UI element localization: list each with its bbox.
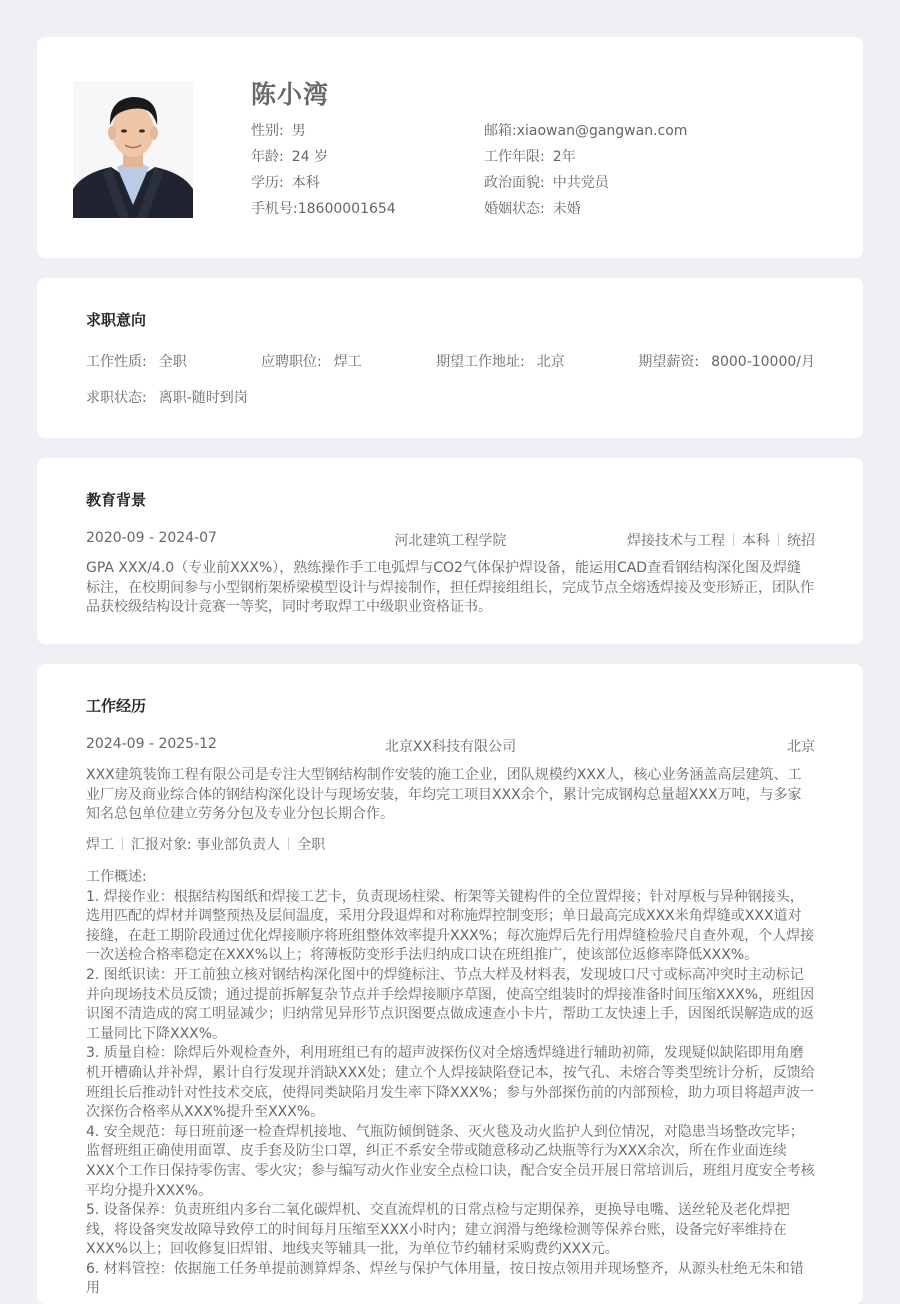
duty-item: 6. 材料管控：依据施工任务单提前测算焊条、焊丝与保护气体用量，按日按点领用并现场整齐，从源头杜绝无朱和错用: [86, 1260, 804, 1297]
info-marital: 婚姻状态: 未婚: [484, 201, 581, 217]
work-experience-card: [37, 664, 863, 1304]
intent-status: 求职状态: 离职-随时到岗: [86, 390, 248, 406]
section-title-work: 工作经历: [86, 697, 147, 715]
profile-card: [37, 37, 863, 258]
info-email: 邮箱:xiaowan@gangwan.com: [484, 123, 688, 139]
job-intent-card: [37, 278, 863, 438]
duty-item: 2. 图纸识读：开工前独立核对钢结构深化图中的焊缝标注、节点大样及材料表，发现坡口尺寸或标高冲突时主动标记并向现场技术员反馈；通过提前拆解复杂节点并手绘焊接顺序草图，使高空组装时的焊接准备时间压缩XXX%，班组因识图不清造成的窝工明显减少；归纳常见异形节点识图要点做成速查小卡片，帮助工友快速上手，因图纸误解造成的返工量同比下降XXX%。: [86, 966, 815, 1042]
intent-position: 应聘职位: 焊工: [261, 354, 362, 370]
duty-item: 1. 焊接作业：根据结构图纸和焊接工艺卡，负责现场柱梁、桁架等关键构件的全位置焊接；针对厚板与异种钢接头，选用匹配的焊材并调整预热及层间温度，采用分段退焊和对称施焊控制变形；单日最高完成XXX米角焊缝或XXX道对接缝，在赶工期阶段通过优化焊接顺序将班组整体效率提升XXX%；每次施焊后先行用焊缝检验尺自查外观，个人焊接一次送检合格率稳定在XXX%以上；将薄板防变形手法归纳成口诀在班组推广，使该部位返修率降低XXX%。: [86, 888, 815, 964]
intent-salary: 期望薪资: 8000-10000/月: [638, 354, 815, 370]
work-city: 北京: [787, 739, 815, 755]
education-card: [37, 458, 863, 644]
education-school: 河北建筑工程学院: [394, 533, 507, 549]
section-title-intent: 求职意向: [86, 311, 147, 329]
info-education: 学历: 本科: [251, 175, 320, 191]
education-meta: 焊接技术与工程 本科 统招: [627, 533, 815, 549]
duty-item: 4. 安全规范：每日班前逐一检查焊机接地、气瓶防倾倒链条、灭火毯及动火监护人到位情况，对隐患当场整改完毕；监督班组正确使用面罩、皮手套及防尘口罩，纠正不系安全带或随意移动乙炔瓶等行为XXX余次，所在作业面连续XXX个工作日保持零伤害、零火灾；参与编写动火作业安全点检口诀，配合安全员开展日常培训后，班组月度安全考核平均分提升XXX%。: [86, 1123, 815, 1199]
candidate-name: 陈小湾: [251, 80, 330, 109]
work-tags: 焊工 汇报对象: 事业部负责人 全职: [86, 837, 326, 853]
basic-info-right: [484, 118, 687, 222]
duty-item: 3. 质量自检：除焊后外观检查外，利用班组已有的超声波探伤仪对全熔透焊缝进行辅助初筛，发现疑似缺陷即用角磨机开槽确认并补焊，累计自行发现并消缺XXX处；建立个人焊接缺陷登记本，按气孔、未熔合等类型统计分析，反馈给班组长后推动针对性技术交底，使得同类缺陷月发生率下降XXX%；参与外部探伤前的内部预检，助力项目将超声波一次探伤合格率从XXX%提升至XXX%。: [86, 1045, 815, 1121]
info-political: 政治面貌: 中共党员: [484, 175, 609, 191]
education-period: 2020-09 - 2024-07: [86, 530, 217, 546]
intent-location: 期望工作地址: 北京: [436, 354, 565, 370]
info-years: 工作年限: 2年: [484, 149, 576, 165]
section-title-education: 教育背景: [86, 491, 147, 509]
work-overview-label: 工作概述:: [86, 869, 147, 885]
education-header-row: [86, 530, 815, 549]
duty-item: 5. 设备保养：负责班组内多台二氧化碳焊机、交直流焊机的日常点检与定期保养，更换导电嘴、送丝轮及老化焊把线，将设备突发故障导致停工的时间每月压缩至XXX小时内；建立润滑与绝缘检测等保养台账，设备完好率维持在XXX%以上；回收修复旧焊钳、地线夹等辅具一批，为单位节约辅材采购费约XXX元。: [86, 1202, 790, 1258]
company-description: XXX建筑装饰工程有限公司是专注大型钢结构制作安装的施工企业，团队规模约XXX人，核心业务涵盖高层建筑、工业厂房及商业综合体的钢结构深化设计与现场安装，年均完工项目XXX余个，累计完成钢构总量超XXX万吨，与多家知名总包单位建立劳务分包及专业分包长期合作。: [86, 767, 802, 822]
info-age: 年龄: 24 岁: [251, 149, 328, 165]
work-duties: [86, 868, 815, 1299]
work-header-row: [86, 736, 815, 755]
intent-job-type: 工作性质: 全职: [86, 354, 187, 370]
info-phone: 手机号:18600001654: [251, 201, 396, 217]
work-company: 北京XX科技有限公司: [384, 739, 517, 755]
info-gender: 性别: 男: [251, 123, 306, 139]
work-period: 2024-09 - 2025-12: [86, 736, 217, 752]
avatar: [73, 81, 193, 218]
education-description: GPA XXX/4.0（专业前XXX%），熟练操作手工电弧焊与CO2气体保护焊设备，能运用CAD查看钢结构深化图及焊缝标注，在校期间参与小型钢桁架桥梁模型设计与焊接制作，担任焊接组组长，完成节点全熔透焊接及变形矫正，团队作品获校级结构设计竞赛一等奖，同时考取焊工中级职业资格证书。: [86, 560, 814, 615]
basic-info-left: [251, 118, 396, 222]
